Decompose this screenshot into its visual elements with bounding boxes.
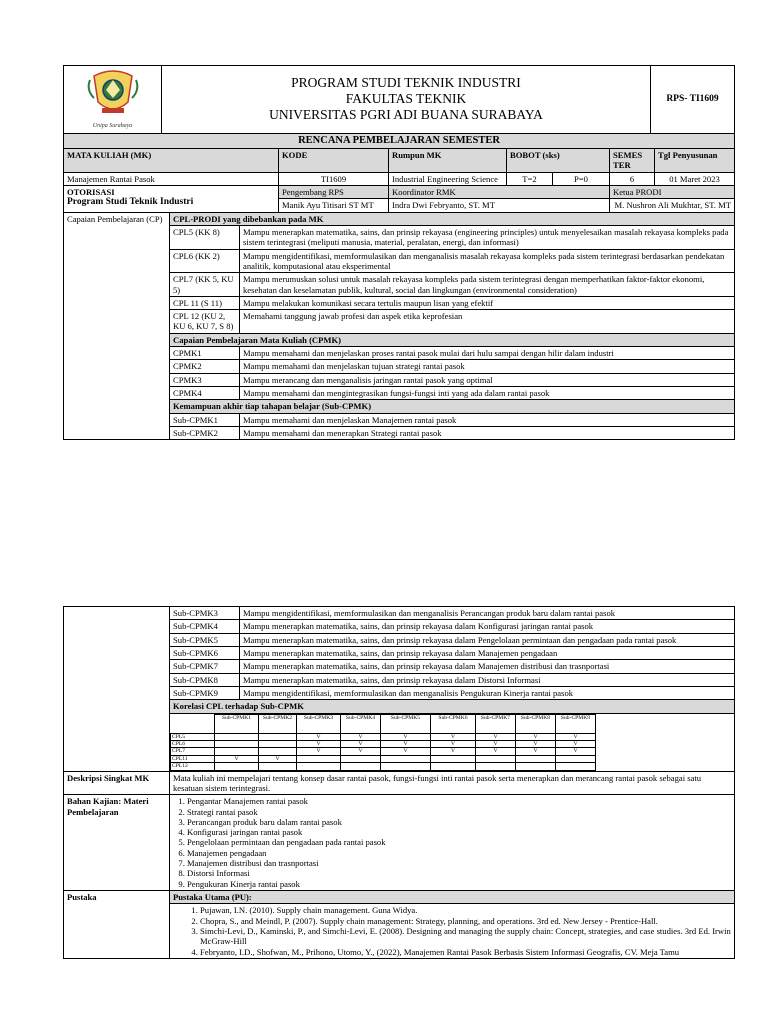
matrix-cell — [516, 755, 556, 762]
logo-caption: Unipa Surabaya — [92, 123, 133, 130]
label-kode: KODE — [279, 149, 389, 173]
label-otorisasi: OTORISASI — [67, 187, 115, 198]
koordinator-name: Indra Dwi Febryanto, ST. MT — [389, 199, 610, 212]
pustaka-item: 2. Chopra, S., and Meindl, P. (2007). Supply chain management: Strategy, planning, and operations. 3rd ed. New Jersey - Prentice-Hall. — [200, 916, 731, 926]
matrix-corner — [171, 714, 215, 733]
matrix-cell: V — [556, 740, 596, 747]
cpmk-text: Mampu merancang dan menganalisis jaringan rantai pasok yang optimal — [240, 373, 735, 386]
prodi-name: Program Studi Teknik Industri — [67, 197, 194, 208]
label-tgl: Tgl Penyusunan — [655, 149, 735, 173]
matrix-cell — [215, 748, 259, 755]
matrix-cell — [556, 763, 596, 770]
subcpmk-code: Sub-CPMK2 — [170, 426, 240, 439]
subcpmk-code: Sub-CPMK1 — [170, 413, 240, 426]
bahan-item: 1. Pengantar Manajemen rantai pasok — [187, 796, 731, 806]
label-cp: Capaian Pembelajaran (CP) — [64, 212, 170, 440]
matrix-col-header: Sub-CPMK8 — [516, 714, 556, 733]
korelasi-heading: Korelasi CPL terhadap Sub-CPMK — [170, 700, 735, 713]
bahan-item: 3. Perancangan produk baru dalam rantai pasok — [187, 817, 731, 827]
otorisasi-cell — [64, 186, 279, 213]
label-koordinator: Koordinator RMK — [389, 186, 610, 199]
matrix-cell — [341, 755, 381, 762]
matrix-col-header: Sub-CPMK1 — [215, 714, 259, 733]
matrix-col-header: Sub-CPMK3 — [297, 714, 341, 733]
matrix-row — [171, 740, 734, 747]
label-bobot: BOBOT (sks) — [507, 149, 610, 173]
subcpmk-text: Mampu menerapkan matematika, sains, dan prinsip rekayasa dalam Manajemen pengadaan — [240, 646, 735, 659]
subcpmk-code: Sub-CPMK5 — [170, 633, 240, 646]
matrix-cell: V — [431, 740, 476, 747]
cpmk-code: CPMK4 — [170, 387, 240, 400]
matrix-col-header: Sub-CPMK7 — [476, 714, 516, 733]
header-table — [63, 65, 735, 134]
matrix-cell — [341, 763, 381, 770]
matrix-cell: V — [476, 733, 516, 740]
subcpmk-text: Mampu menerapkan matematika, sains, dan prinsip rekayasa dalam Manajemen distribusi dan trasnportasi — [240, 660, 735, 673]
korelasi-matrix — [170, 714, 734, 771]
subcpmk-code: Sub-CPMK8 — [170, 673, 240, 686]
program-name: PROGRAM STUDI TEKNIK INDUSTRI — [291, 74, 521, 90]
matrix-filler — [596, 714, 734, 733]
document-title: RENCANA PEMBELAJARAN SEMESTER — [64, 133, 735, 149]
university-logo — [64, 66, 162, 134]
matrix-cell: V — [381, 740, 431, 747]
pustaka-item: 3. Simchi-Levi, D., Kaminski, P., and Simchi-Levi, E. (2008). Designing and managing the supply chain: Concept, strategies, and case studies. 3rd Ed. Irwin McGraw-Hill — [200, 926, 731, 947]
matrix-row — [171, 763, 734, 770]
label-pustaka: Pustaka — [64, 891, 170, 959]
matrix-filler — [596, 733, 734, 740]
matrix-cell — [215, 733, 259, 740]
matrix-col-header: Sub-CPMK9 — [556, 714, 596, 733]
matrix-cell — [297, 755, 341, 762]
matrix-row — [171, 748, 734, 755]
matrix-cell: V — [381, 748, 431, 755]
bahan-item: 9. Pengukuran Kinerja rantai pasok — [187, 879, 731, 889]
matrix-col-header: Sub-CPMK6 — [431, 714, 476, 733]
rps-page-1 — [63, 65, 735, 440]
matrix-cell: V — [516, 740, 556, 747]
matrix-filler — [596, 748, 734, 755]
cpl-text: Mampu melakukan komunikasi secara tertulis maupun lisan yang efektif — [240, 296, 735, 309]
matrix-cell — [516, 763, 556, 770]
pustaka-utama-heading: Pustaka Utama (PU): — [170, 891, 735, 904]
matrix-cell: V — [476, 740, 516, 747]
subcpmk-code: Sub-CPMK6 — [170, 646, 240, 659]
matrix-cell: V — [341, 733, 381, 740]
cpl-text: Mampu menerapkan matematika, sains, dan prinsip rekayasa (engineering principles) untuk menyelesaikan masalah rekayasa kompleks pada sistem terintegrasi (meliputi manusia, material, peralatan, energi, dan informasi) — [240, 225, 735, 249]
blank-cp-cell — [64, 607, 170, 772]
cpmk-code: CPMK3 — [170, 373, 240, 386]
label-rumpun: Rumpun MK — [389, 149, 507, 173]
cpl-code: CPL5 (KK 8) — [170, 225, 240, 249]
bahan-list — [173, 796, 731, 889]
subcpmk-text: Mampu menerapkan matematika, sains, dan prinsip rekayasa dalam Pengelolaan permintaan dan pengadaan pada rantai pasok — [240, 633, 735, 646]
subcpmk-text: Mampu mengidentifikasi, memformulasikan dan menganalisis Perancangan produk baru dalam rantai pasok — [240, 607, 735, 620]
matrix-cell: V — [297, 740, 341, 747]
cpl-text: Mampu mengidentifikasi, memformulasikan dan menganalisis masalah rekayasa kompleks pada sistem terintegrasi berdasarkan pendekatan analitik, komputasional atau eksperimental — [240, 249, 735, 273]
matrix-cell: V — [516, 733, 556, 740]
continuation-table — [63, 606, 735, 959]
subcpmk-code: Sub-CPMK9 — [170, 686, 240, 699]
matrix-cell — [431, 755, 476, 762]
matrix-cell — [259, 740, 297, 747]
course-p: P=0 — [553, 172, 610, 185]
matrix-cell — [431, 763, 476, 770]
cpmk-heading: Capaian Pembelajaran Mata Kuliah (CPMK) — [170, 333, 735, 346]
rps-page-2 — [63, 606, 735, 959]
matrix-cell — [215, 740, 259, 747]
matrix-row — [171, 755, 734, 762]
subcpmk-text: Mampu mengidentifikasi, memformulasikan dan menganalisis Pengukuran Kinerja rantai pasok — [240, 686, 735, 699]
ketua-name: M. Nushron Ali Mukhtar, ST. MT — [610, 199, 735, 212]
matrix-cell — [259, 748, 297, 755]
matrix-cell: V — [259, 755, 297, 762]
institution-title — [162, 66, 651, 134]
matrix-cell: V — [431, 733, 476, 740]
course-semester: 6 — [610, 172, 655, 185]
matrix-cell — [215, 763, 259, 770]
subcpmk-text: Mampu memahami dan menjelaskan Manajemen rantai pasok — [240, 413, 735, 426]
label-semester: SEMES TER — [610, 149, 655, 173]
cpl-code: CPL7 (KK 5, KU 5) — [170, 273, 240, 297]
pustaka-list-cell — [170, 904, 735, 959]
subcpmk-text: Mampu menerapkan matematika, sains, dan prinsip rekayasa dalam Distorsi Informasi — [240, 673, 735, 686]
matrix-cell — [297, 763, 341, 770]
cpmk-text: Mampu memahami dan mengintegrasikan fungsi-fungsi inti yang ada dalam rantai pasok — [240, 387, 735, 400]
subcpmk-code: Sub-CPMK4 — [170, 620, 240, 633]
matrix-row-label: CPL11 — [171, 755, 215, 762]
matrix-cell: V — [556, 733, 596, 740]
subcpmk-text: Mampu memahami dan menerapkan Strategi rantai pasok — [240, 426, 735, 439]
pustaka-item: 1. Pujawan, I.N. (2010). Supply chain management. Guna Widya. — [200, 905, 731, 915]
subcpmk-code: Sub-CPMK7 — [170, 660, 240, 673]
cpmk-code: CPMK2 — [170, 360, 240, 373]
pengembang-name: Manik Ayu Titisari ST MT — [279, 199, 389, 212]
course-identity-table — [63, 133, 735, 213]
course-name: Manajemen Rantai Pasok — [64, 172, 279, 185]
matrix-cell — [259, 763, 297, 770]
matrix-cell: V — [341, 748, 381, 755]
label-deskripsi: Deskripsi Singkat MK — [64, 771, 170, 795]
matrix-cell: V — [341, 740, 381, 747]
label-mk: MATA KULIAH (MK) — [64, 149, 279, 173]
cpl-code: CPL 12 (KU 2, KU 6, KU 7, S 8) — [170, 310, 240, 334]
matrix-cell — [556, 755, 596, 762]
matrix-row-label: CPL5 — [171, 733, 215, 740]
university-name: UNIVERSITAS PGRI ADI BUANA SURABAYA — [269, 107, 543, 123]
matrix-cell: V — [215, 755, 259, 762]
bahan-item: 7. Manajemen distribusi dan trasnportasi — [187, 858, 731, 868]
matrix-cell — [381, 763, 431, 770]
bahan-item: 5. Pengelolaan permintaan dan pengadaan pada rantai pasok — [187, 837, 731, 847]
bahan-item: 6. Manajemen pengadaan — [187, 848, 731, 858]
matrix-cell: V — [476, 748, 516, 755]
matrix-row-label: CPL7 — [171, 748, 215, 755]
course-date: 01 Maret 2023 — [655, 172, 735, 185]
matrix-col-header: Sub-CPMK4 — [341, 714, 381, 733]
pustaka-list — [186, 905, 731, 957]
matrix-cell: V — [297, 733, 341, 740]
course-code: TI1609 — [279, 172, 389, 185]
matrix-cell: V — [297, 748, 341, 755]
label-pengembang: Pengembang RPS — [279, 186, 389, 199]
cpmk-text: Mampu memahami dan menjelaskan proses rantai pasok mulai dari hulu sampai dengan hilir dalam industri — [240, 347, 735, 360]
capaian-table — [63, 212, 735, 441]
cpmk-text: Mampu memahami dan menjelaskan tujuan strategi rantai pasok — [240, 360, 735, 373]
cpl-prodi-heading: CPL-PRODI yang dibebankan pada MK — [170, 212, 735, 225]
matrix-filler — [596, 755, 734, 762]
course-rumpun: Industrial Engineering Science — [389, 172, 507, 185]
korelasi-matrix-cell — [170, 713, 735, 771]
faculty-name: FAKULTAS TEKNIK — [345, 91, 467, 107]
cpl-code: CPL6 (KK 2) — [170, 249, 240, 273]
bahan-item: 4. Konfigurasi jaringan rantai pasok — [187, 827, 731, 837]
bahan-list-cell — [170, 795, 735, 891]
matrix-cell: V — [556, 748, 596, 755]
logo-emblem-icon — [84, 68, 142, 120]
label-ketua: Ketua PRODI — [610, 186, 735, 199]
cpmk-code: CPMK1 — [170, 347, 240, 360]
deskripsi-text: Mata kuliah ini mempelajari tentang konsep dasar rantai pasok, fungsi-fungsi inti rantai pasok serta menerapkan dan merancang rantai pasok sebagai satu kesatuan sistem terintegrasi. — [170, 771, 735, 795]
course-t: T=2 — [507, 172, 553, 185]
matrix-row-label: CPL12 — [171, 763, 215, 770]
document-code: RPS- TI1609 — [651, 66, 735, 134]
matrix-row — [171, 733, 734, 740]
matrix-cell — [476, 763, 516, 770]
matrix-cell: V — [381, 733, 431, 740]
bahan-item: 2. Strategi rantai pasok — [187, 807, 731, 817]
cpl-code: CPL 11 (S 11) — [170, 296, 240, 309]
matrix-filler — [596, 740, 734, 747]
subcpmk-heading: Kemampuan akhir tiap tahapan belajar (Sub-CPMK) — [170, 400, 735, 413]
pustaka-item: 4. Febryanto, I.D., Shofwan, M., Prihono, Utomo, Y., (2022), Manajemen Rantai Pasok Berbasis Sistem Informasi Geografis, CV. Meja Tamu — [200, 947, 731, 957]
matrix-cell — [381, 755, 431, 762]
matrix-cell: V — [516, 748, 556, 755]
subcpmk-code: Sub-CPMK3 — [170, 607, 240, 620]
matrix-filler — [596, 763, 734, 770]
matrix-col-header: Sub-CPMK2 — [259, 714, 297, 733]
matrix-row-label: CPL6 — [171, 740, 215, 747]
matrix-cell: V — [431, 748, 476, 755]
matrix-cell — [259, 733, 297, 740]
bahan-item: 8. Distorsi Informasi — [187, 868, 731, 878]
matrix-cell — [476, 755, 516, 762]
cpl-text: Mampu merumuskan solusi untuk masalah rekayasa kompleks pada sistem terintegrasi dengan memperhatikan faktor-faktor ekonomi, kesehatan dan keselamatan publik, kultural, social dan lingkungan (environmental consideration) — [240, 273, 735, 297]
label-bahan: Bahan Kajian: Materi Pembelajaran — [64, 795, 170, 891]
cpl-text: Memahami tanggung jawab profesi dan aspek etika keprofesian — [240, 310, 735, 334]
subcpmk-text: Mampu menerapkan matematika, sains, dan prinsip rekayasa dalam Konfigurasi jaringan rantai pasok — [240, 620, 735, 633]
matrix-col-header: Sub-CPMK5 — [381, 714, 431, 733]
